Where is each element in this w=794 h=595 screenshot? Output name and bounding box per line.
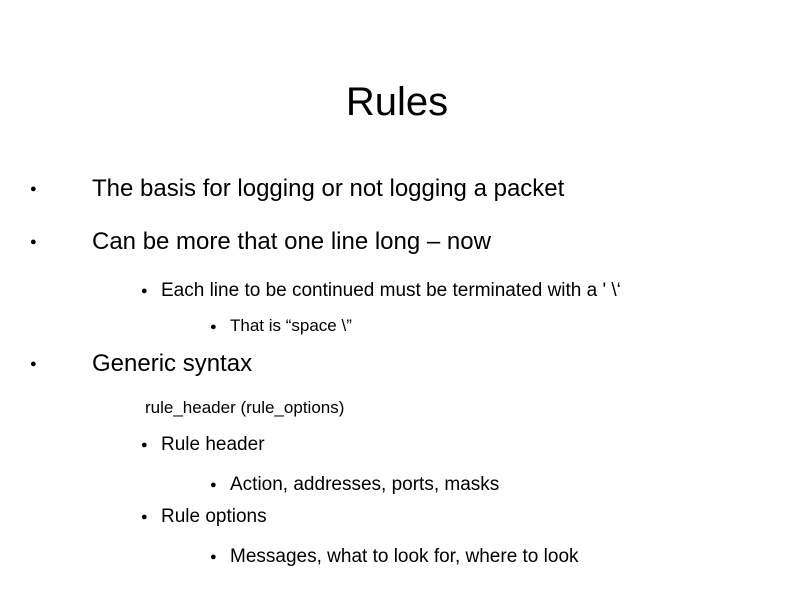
bullet-dot-icon: ● bbox=[210, 551, 217, 563]
bullet-text: Generic syntax bbox=[92, 350, 253, 377]
bullet-dot-icon: ● bbox=[30, 358, 37, 370]
bullet-dot-icon: ● bbox=[210, 321, 217, 333]
bullet-dot-icon: ● bbox=[30, 236, 37, 248]
bullet-text: Can be more that one line long – now bbox=[92, 228, 491, 255]
bullet-text: Rule header bbox=[161, 434, 265, 455]
bullet-text: That is “space \” bbox=[230, 316, 352, 335]
bullet-dot-icon: ● bbox=[141, 511, 148, 523]
bullet-text: Each line to be continued must be terminated with a ' \‘ bbox=[161, 280, 621, 301]
bullet-dot-icon: ● bbox=[141, 439, 148, 451]
bullet-dot-icon: ● bbox=[30, 183, 37, 195]
bullet-text: Messages, what to look for, where to look bbox=[230, 546, 579, 567]
bullet-dot-icon: ● bbox=[210, 479, 217, 491]
syntax-line: rule_header (rule_options) bbox=[145, 398, 345, 417]
bullet-dot-icon: ● bbox=[141, 285, 148, 297]
bullet-text: Rule options bbox=[161, 506, 267, 527]
bullet-text: The basis for logging or not logging a packet bbox=[92, 175, 565, 202]
slide-title: Rules bbox=[345, 80, 449, 124]
bullet-text: Action, addresses, ports, masks bbox=[230, 474, 500, 495]
